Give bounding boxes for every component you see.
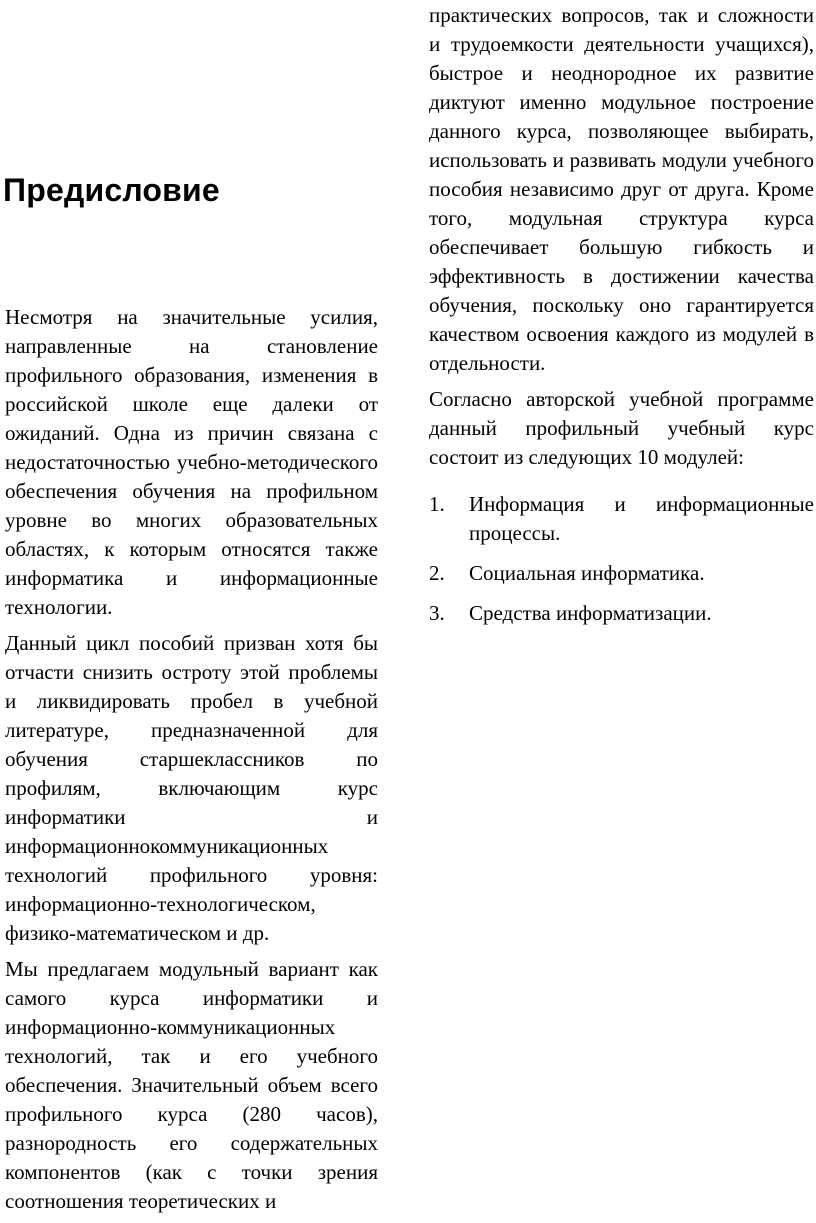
paragraph-modules-intro: Согласно авторской учебной программе данный профильный учебный курс состоит из следующих 10 модулей: (429, 387, 814, 469)
left-column (5, 303, 378, 1223)
list-item (429, 559, 814, 588)
paragraph-3: Мы предлагаем модульный вариант как самого курса информатики и информационно-коммуникационных технологий, так и его учебного обеспечения. Значительный объем всего профильного курса (280 часов), разнородность его содержательных компонентов (как с точки зрения соотношения теоретических и (5, 957, 378, 1213)
list-item (429, 490, 814, 548)
list-item-number: 2. (429, 561, 445, 585)
right-column (429, 1, 814, 639)
paragraph-1: Несмотря на значительные усилия, направленные на становление профильного образования, изменения в российской школе еще далеки от ожиданий. Одна из причин связана с недостаточностью учебно-методического обеспечения обучения на профильном уровне во многих образовательных областях, к которым относятся также информатика и информационные технологии. (5, 305, 378, 619)
paragraph-continuation: практических вопросов, так и сложности и трудоемкости деятельности учащихся), быстрое и неоднородное их развитие диктуют именно модульное построение данного курса, позволяющее выбирать, использовать и развивать модули учебного пособия независимо друг от друга. Кроме того, модульная структура курса обеспечивает большую гибкость и эффективность в достижении качества обучения, поскольку оно гарантируется качеством освоения каждого из модулей в отдельности. (429, 3, 814, 375)
list-item-number: 1. (429, 492, 445, 516)
list-item-text: Социальная информатика. (469, 561, 705, 585)
list-item-text: Средства информатизации. (469, 601, 712, 625)
paragraph-2: Данный цикл пособий призван хотя бы отчасти снизить остроту этой проблемы и ликвидировать пробел в учебной литературе, предназначенной для обучения старшеклассников по профилям, включающим курс информатики и информационнокоммуникационных технологий профильного уровня: информационно-технологическом, физико-математическом и др. (5, 631, 378, 945)
list-item-text: Информация и информационные процессы. (469, 492, 814, 545)
page-title: Предисловие (3, 172, 220, 208)
list-item (429, 599, 814, 628)
modules-list (429, 490, 814, 628)
list-item-number: 3. (429, 601, 445, 625)
